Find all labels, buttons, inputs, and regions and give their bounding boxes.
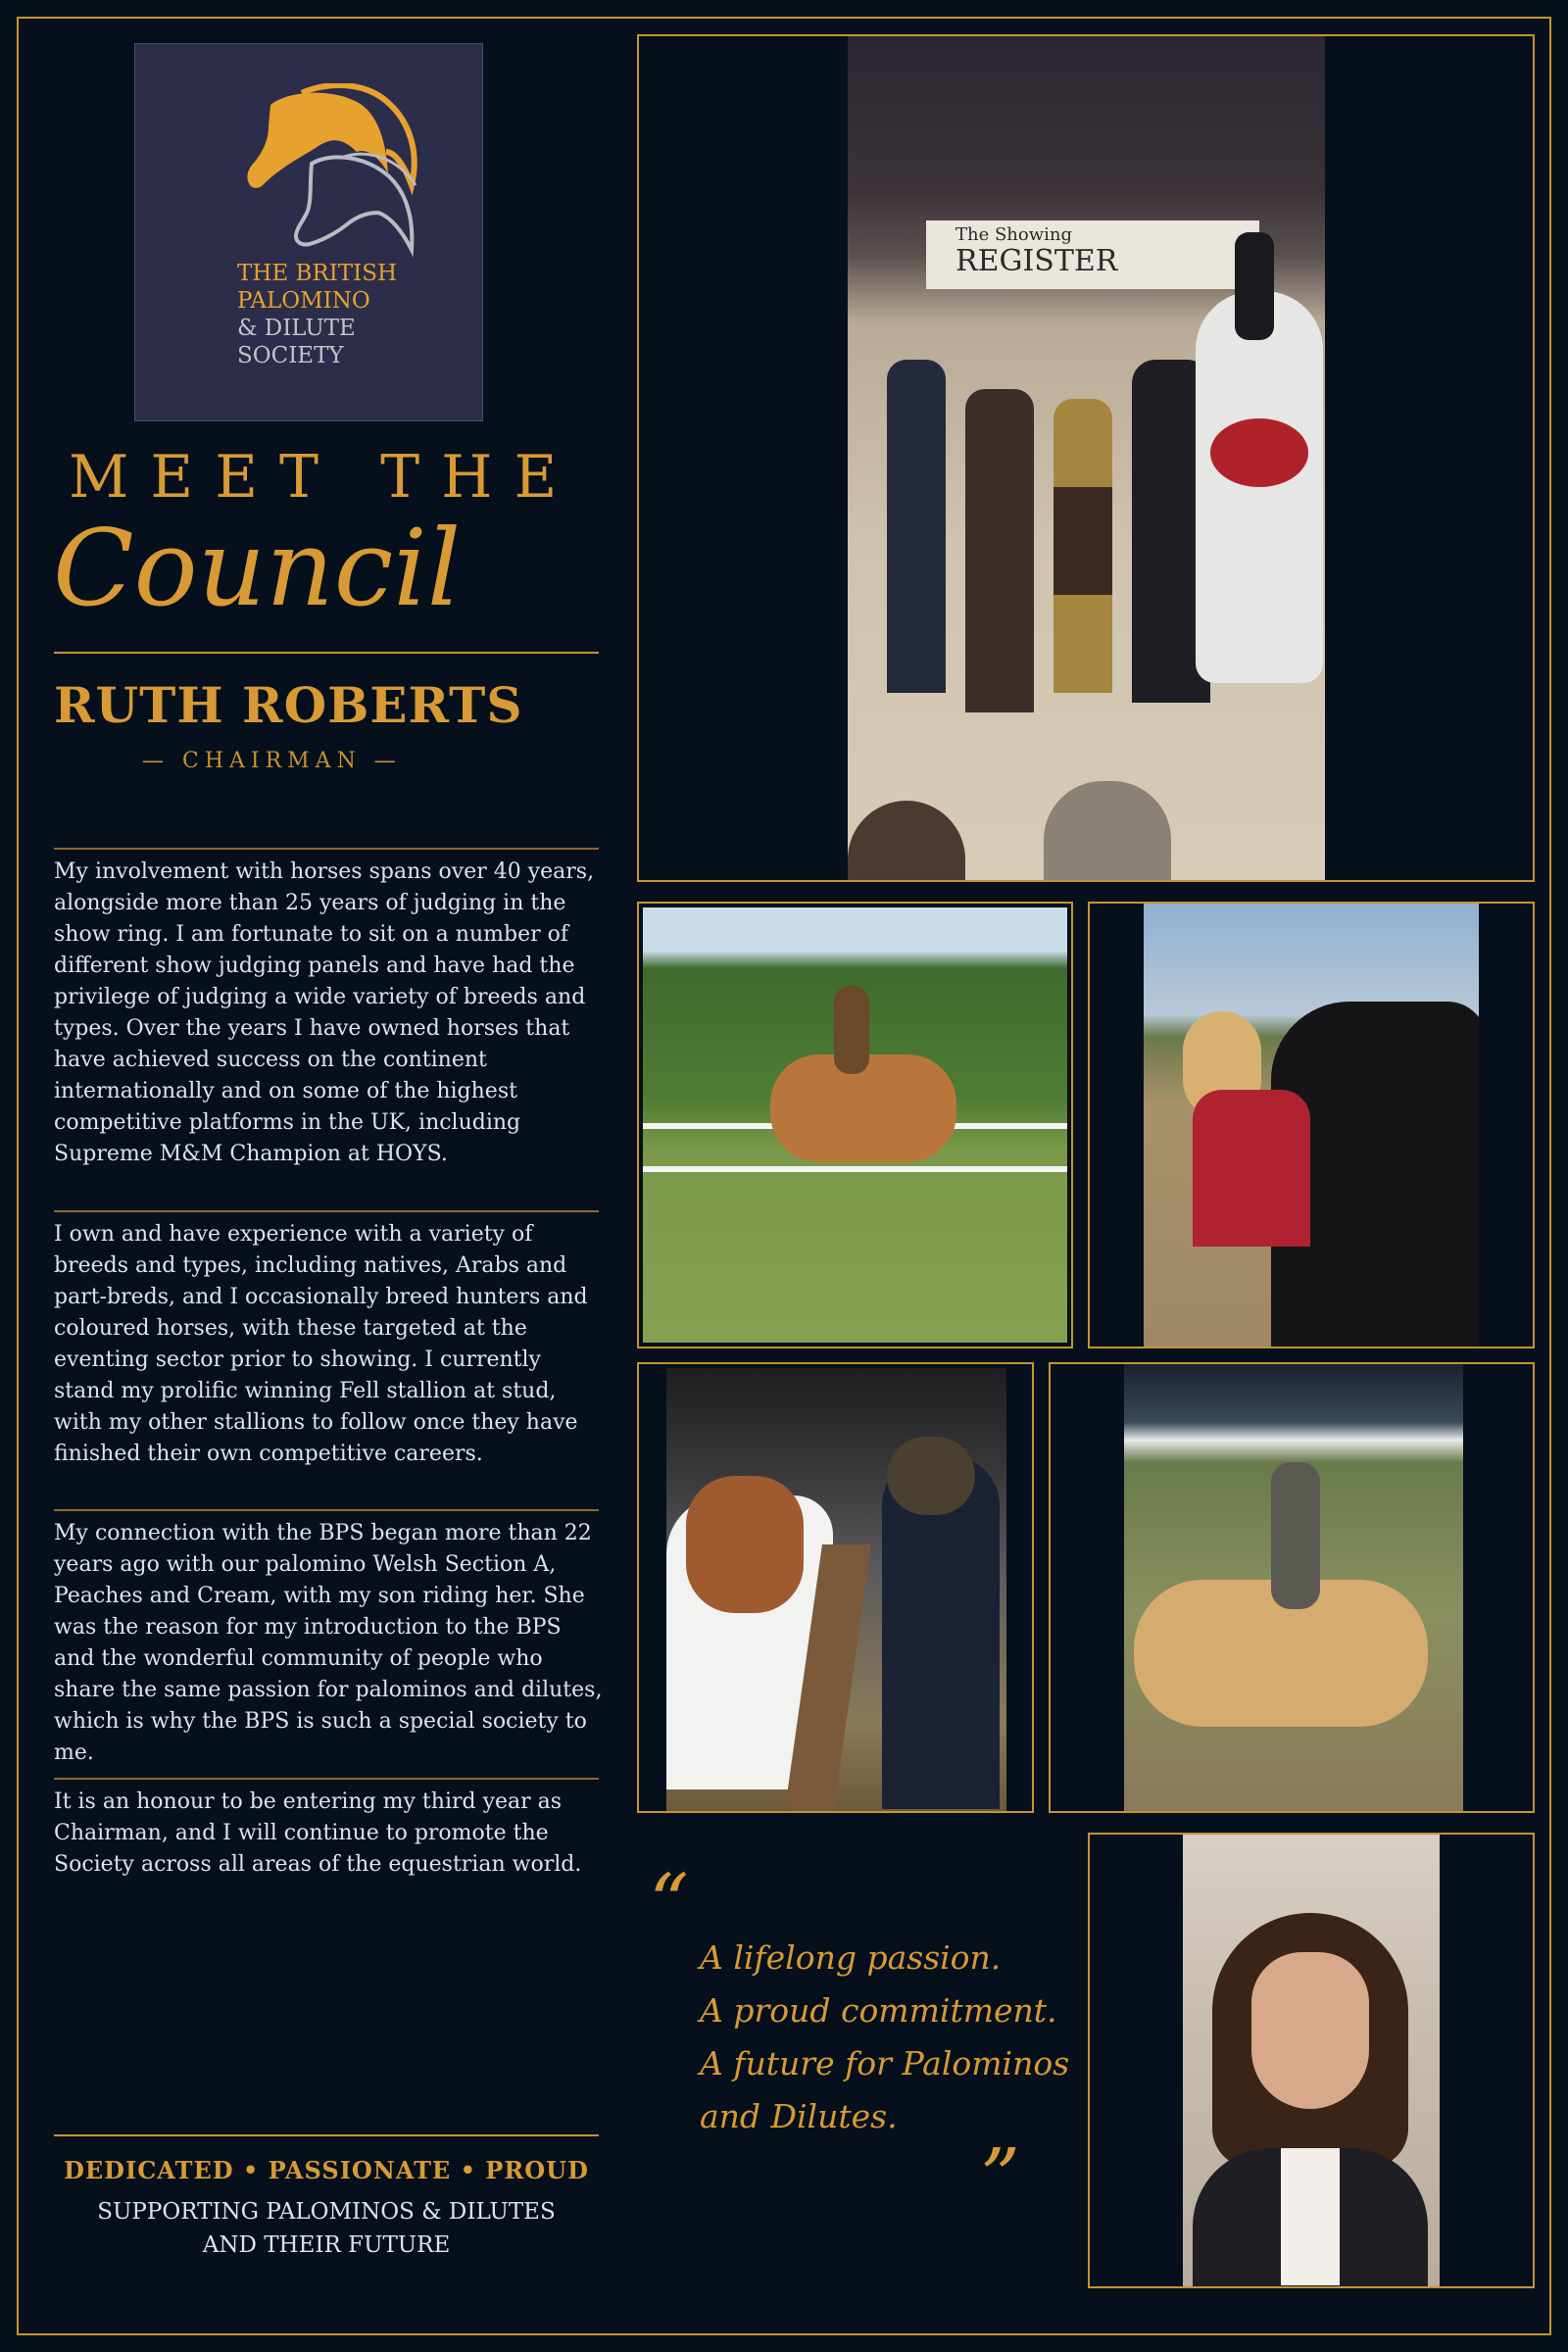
quote-line-1: A lifelong passion. bbox=[700, 1938, 1002, 1977]
person-role: — CHAIRMAN — bbox=[142, 749, 402, 773]
quote-close-mark: ” bbox=[980, 2132, 1020, 2223]
society-logo bbox=[134, 43, 483, 421]
logo-line-4: SOCIETY bbox=[237, 343, 344, 368]
divider bbox=[54, 652, 599, 654]
divider bbox=[54, 1509, 599, 1511]
logo-line-1: THE BRITISH bbox=[237, 261, 398, 286]
support-line-2: AND THEIR FUTURE bbox=[202, 2232, 451, 2258]
main-photo-frame bbox=[637, 34, 1535, 882]
photo-frame-2 bbox=[637, 902, 1073, 1348]
divider bbox=[54, 2134, 599, 2136]
logo-line-3: & DILUTE bbox=[237, 316, 356, 341]
bio-paragraph-2: I own and have experience with a variety of breeds and types, including natives, Arabs and part-breds, and I occasionally breed hunters and coloured horses, with these targeted at the eventing sector prior to showing. I currently stand my prolific winning Fell stallion at stud, with my other stallions to follow once they have finished their own competitive careers. bbox=[54, 1222, 588, 1466]
heading-council: Council bbox=[53, 508, 462, 630]
quote-open-mark: “ bbox=[649, 1857, 689, 1948]
show-sign bbox=[926, 220, 1259, 289]
palomino-pony-ridden-photo bbox=[643, 907, 1067, 1343]
portrait-photo bbox=[1183, 1835, 1440, 2286]
tagline: DEDICATED • PASSIONATE • PROUD bbox=[64, 2156, 589, 2184]
show-sign-line-1: The Showing bbox=[956, 224, 1073, 245]
quote-line-3: A future for Palominos bbox=[700, 2044, 1070, 2082]
person-name: RUTH ROBERTS bbox=[54, 676, 523, 734]
show-ring-presentation-photo bbox=[848, 36, 1325, 880]
photo-frame-5 bbox=[1049, 1362, 1535, 1813]
photo-frame-3 bbox=[1088, 902, 1535, 1348]
divider bbox=[54, 1778, 599, 1780]
divider bbox=[54, 1210, 599, 1212]
bio-paragraph-3: My connection with the BPS began more than 22 years ago with our palomino Welsh Section A, Peaches and Cream, with my son riding her. She was the reason for my introduction to the BPS and the wonderful community of people who share the same passion for palominos and dilutes, which is why the BPS is such a special society to me. bbox=[54, 1521, 603, 1765]
divider bbox=[54, 848, 599, 850]
support-text bbox=[54, 2195, 599, 2262]
photo-frame-4 bbox=[637, 1362, 1034, 1813]
photo-frame-6 bbox=[1088, 1833, 1535, 2288]
heading-meet-the: MEET THE bbox=[69, 443, 579, 512]
horse-heads-logo-icon bbox=[194, 83, 429, 260]
foal-in-stable-photo bbox=[666, 1368, 1006, 1811]
logo-line-2: PALOMINO bbox=[237, 288, 370, 314]
show-sign-line-2: REGISTER bbox=[956, 244, 1118, 278]
bio-paragraph-4: It is an honour to be entering my third year as Chairman, and I will continue to promote the Society across all areas of the equestrian world. bbox=[54, 1789, 582, 1877]
bio-paragraph-1: My involvement with horses spans over 40 years, alongside more than 25 years of judging in the show ring. I am fortunate to sit on a number of different show judging panels and have had the privilege of judging a wide variety of breeds and types. Over the years I have owned horses that have achieved success on the continent internationally and on some of the highest competitive platforms in the UK, including Supreme M&M Champion at HOYS. bbox=[54, 859, 595, 1166]
quote-line-2: A proud commitment. bbox=[700, 1991, 1057, 2030]
child-on-palomino-pony-photo bbox=[1124, 1364, 1463, 1811]
woman-with-black-stallion-photo bbox=[1144, 904, 1479, 1347]
quote-line-4: and Dilutes. bbox=[700, 2097, 898, 2135]
support-line-1: SUPPORTING PALOMINOS & DILUTES bbox=[97, 2199, 556, 2225]
